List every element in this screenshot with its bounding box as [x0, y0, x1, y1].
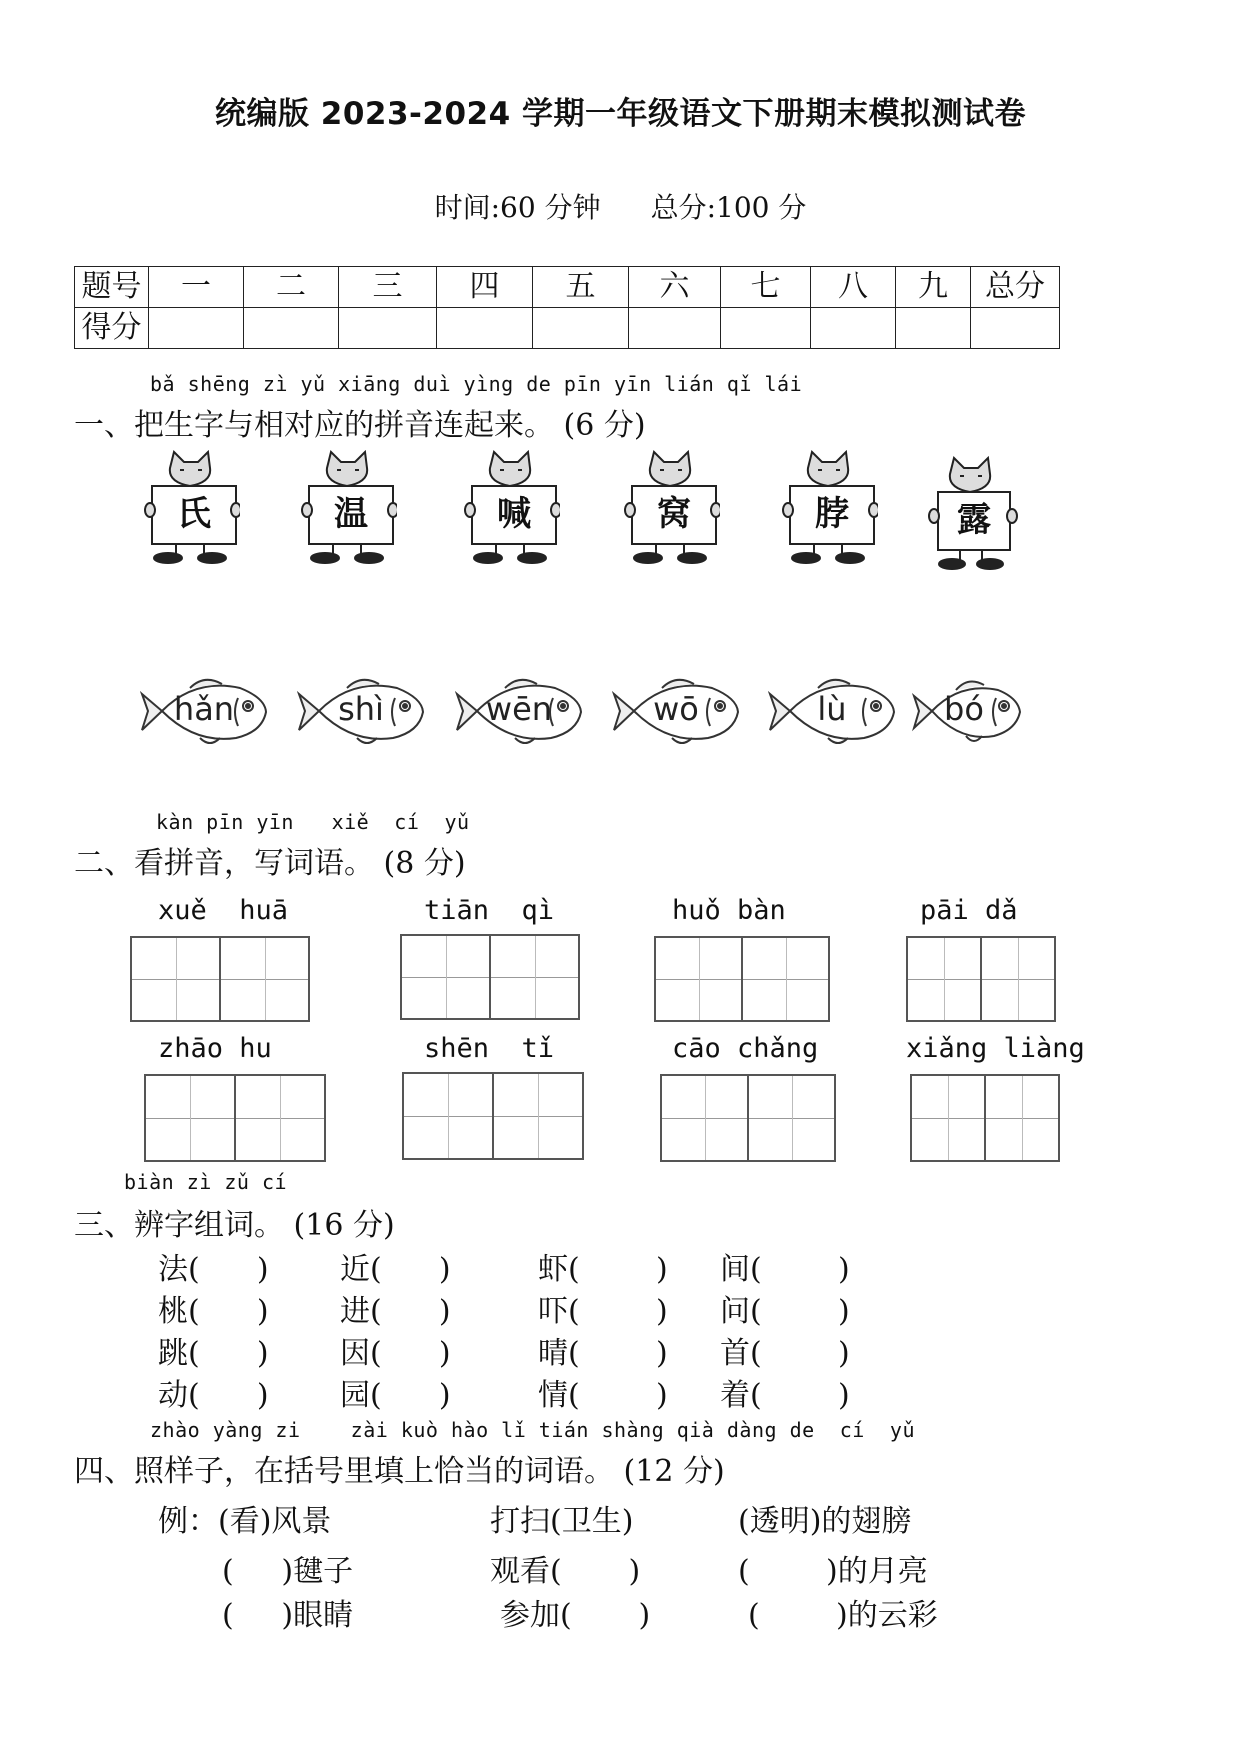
writing-grid[interactable] — [660, 1074, 836, 1162]
score-cell[interactable] — [533, 308, 629, 349]
q3-item[interactable]: 问( ) — [720, 1294, 850, 1329]
fish-pinyin: bó — [944, 690, 984, 728]
q2-heading: 二、看拼音，写词语。 (8 分) — [74, 846, 466, 881]
fish-card[interactable] — [612, 676, 740, 746]
cat-card-character: 氏 — [177, 494, 211, 534]
exam-time: 时间:60 分钟 — [434, 191, 601, 224]
grid-cell[interactable] — [404, 1074, 494, 1158]
q3-heading: 三、辨字组词。 (16 分) — [74, 1208, 395, 1243]
writing-grid[interactable] — [400, 934, 580, 1020]
q3-item[interactable]: 虾( ) — [538, 1252, 668, 1287]
writing-grid[interactable] — [402, 1072, 584, 1160]
exam-meta — [0, 186, 1241, 226]
fish-pinyin: wō — [653, 690, 699, 728]
cat-card-character: 露 — [957, 500, 991, 540]
score-cell[interactable] — [629, 308, 721, 349]
score-cell[interactable] — [971, 308, 1060, 349]
score-header-cell: 一 — [149, 267, 244, 308]
word-pinyin: xiǎng liàng — [906, 1033, 1085, 1064]
grid-cell[interactable] — [146, 1076, 236, 1160]
q3-item[interactable]: 间( ) — [720, 1252, 850, 1287]
fish-pinyin: hǎn — [173, 690, 235, 728]
score-table-score-row — [75, 308, 1060, 349]
q2-pinyin: kàn pīn yīn xiě cí yǔ — [156, 810, 470, 834]
q4-pinyin: zhào yàng zi zài kuò hào lǐ tián shàng qià dàng de cí yǔ — [150, 1418, 916, 1442]
cat-card[interactable] — [620, 450, 720, 565]
score-cell[interactable] — [149, 308, 244, 349]
score-cell[interactable] — [811, 308, 896, 349]
q4-example: (透明)的翅膀 — [738, 1504, 912, 1539]
cat-card[interactable] — [460, 450, 560, 565]
word-pinyin: xuě huā — [158, 895, 289, 926]
score-header-cell: 九 — [896, 267, 971, 308]
cat-card-character: 窝 — [657, 494, 691, 534]
writing-grid[interactable] — [906, 936, 1056, 1022]
grid-cell[interactable] — [908, 938, 982, 1020]
score-table — [74, 266, 1060, 349]
score-header-cell: 七 — [721, 267, 811, 308]
q3-item[interactable]: 跳( ) — [158, 1336, 269, 1371]
score-table-header-row — [75, 267, 1060, 308]
exam-total-score: 总分:100 分 — [650, 191, 807, 224]
grid-cell[interactable] — [494, 1074, 582, 1158]
score-header-cell: 六 — [629, 267, 721, 308]
q3-item[interactable]: 近( ) — [340, 1252, 451, 1287]
cat-card-character: 脖 — [815, 494, 849, 534]
fish-card[interactable] — [768, 676, 896, 746]
score-header-cell: 总分 — [971, 267, 1060, 308]
score-cell[interactable] — [244, 308, 339, 349]
q4-heading: 四、照样子，在括号里填上恰当的词语。 (12 分) — [74, 1454, 725, 1489]
fish-card[interactable] — [297, 676, 425, 746]
word-pinyin: huǒ bàn — [672, 895, 786, 926]
q3-item[interactable]: 法( ) — [158, 1252, 269, 1287]
q3-item[interactable]: 桃( ) — [158, 1294, 269, 1329]
grid-cell[interactable] — [491, 936, 578, 1018]
cat-card[interactable] — [297, 450, 397, 565]
word-pinyin: shēn tǐ — [424, 1033, 555, 1064]
grid-cell[interactable] — [982, 938, 1054, 1020]
q1-heading: 一、把生字与相对应的拼音连起来。 (6 分) — [74, 408, 646, 443]
fish-card[interactable] — [912, 676, 1022, 746]
word-pinyin: cāo chǎng — [672, 1033, 819, 1064]
cat-card-character: 温 — [334, 494, 368, 534]
grid-cell[interactable] — [236, 1076, 324, 1160]
writing-grid[interactable] — [654, 936, 830, 1022]
fish-pinyin: wēn — [485, 690, 553, 728]
grid-cell[interactable] — [221, 938, 308, 1020]
score-header-cell: 四 — [437, 267, 533, 308]
word-pinyin: pāi dǎ — [920, 895, 1018, 926]
q3-item[interactable]: 情( ) — [538, 1378, 668, 1413]
score-header-cell: 八 — [811, 267, 896, 308]
q3-item[interactable]: 进( ) — [340, 1294, 451, 1329]
fish-pinyin: lù — [817, 690, 847, 728]
score-header-cell: 三 — [339, 267, 437, 308]
q3-item[interactable]: 因( ) — [340, 1336, 451, 1371]
q3-pinyin: biàn zì zǔ cí — [124, 1170, 288, 1194]
fish-card[interactable] — [455, 676, 583, 746]
q4-blank-item[interactable]: ( )眼睛 — [222, 1598, 354, 1633]
cat-card[interactable] — [140, 450, 240, 565]
writing-grid[interactable] — [144, 1074, 326, 1162]
q4-blank-item[interactable]: ( )的云彩 — [748, 1598, 938, 1633]
writing-grid[interactable] — [910, 1074, 1060, 1162]
score-header-cell: 二 — [244, 267, 339, 308]
grid-cell[interactable] — [402, 936, 491, 1018]
grid-cell[interactable] — [656, 938, 743, 1020]
q1-pinyin: bǎ shēng zì yǔ xiāng duì yìng de pīn yīn lián qǐ lái — [150, 372, 803, 396]
score-header-cell: 五 — [533, 267, 629, 308]
score-row-label: 得分 — [75, 308, 149, 349]
q3-item[interactable]: 园( ) — [340, 1378, 451, 1413]
fish-pinyin: shì — [338, 690, 384, 728]
word-pinyin: tiān qì — [424, 895, 555, 926]
cat-card[interactable] — [920, 456, 1020, 571]
grid-cell[interactable] — [132, 938, 221, 1020]
q4-example: 例：(看)风景 — [158, 1504, 332, 1539]
word-pinyin: zhāo hu — [158, 1033, 272, 1064]
q4-example: 打扫(卫生) — [490, 1504, 634, 1539]
grid-cell[interactable] — [986, 1076, 1058, 1160]
grid-cell[interactable] — [743, 938, 828, 1020]
q4-blank-item[interactable]: ( )的月亮 — [738, 1554, 928, 1589]
grid-cell[interactable] — [912, 1076, 986, 1160]
score-cell[interactable] — [721, 308, 811, 349]
cat-card-character: 喊 — [497, 494, 531, 534]
fish-card[interactable] — [140, 676, 268, 746]
score-cell[interactable] — [437, 308, 533, 349]
grid-cell[interactable] — [662, 1076, 749, 1160]
page-title: 统编版 2023-2024 学期一年级语文下册期末模拟测试卷 — [214, 96, 1026, 132]
q3-item[interactable]: 着( ) — [720, 1378, 850, 1413]
q3-item[interactable]: 晴( ) — [538, 1336, 668, 1371]
q4-blank-item[interactable]: 观看( ) — [490, 1554, 641, 1589]
q3-item[interactable]: 首( ) — [720, 1336, 850, 1371]
q4-blank-item[interactable]: 参加( ) — [500, 1598, 651, 1633]
score-header-cell: 题号 — [75, 267, 149, 308]
score-cell[interactable] — [896, 308, 971, 349]
grid-cell[interactable] — [749, 1076, 834, 1160]
score-cell[interactable] — [339, 308, 437, 349]
cat-card[interactable] — [778, 450, 878, 565]
q3-item[interactable]: 动( ) — [158, 1378, 269, 1413]
writing-grid[interactable] — [130, 936, 310, 1022]
q3-item[interactable]: 吓( ) — [538, 1294, 668, 1329]
q4-blank-item[interactable]: ( )毽子 — [222, 1554, 354, 1589]
